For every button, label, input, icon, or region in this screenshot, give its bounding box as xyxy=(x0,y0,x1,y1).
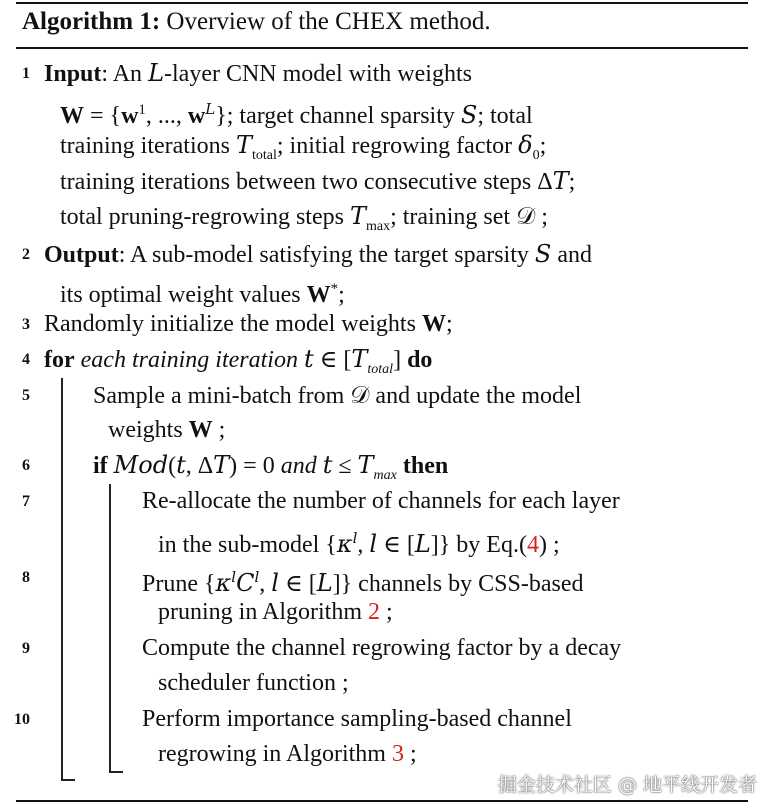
if-block-end xyxy=(109,771,123,773)
line-input-ttotal: training iterations $T_{total}$; initial regrowing factor $\delta_0$; xyxy=(60,131,547,163)
for-keyword: for xyxy=(44,347,75,373)
output-keyword: Output xyxy=(44,242,119,268)
line-output-weights: its optimal weight values W*; xyxy=(60,281,345,308)
top-rule xyxy=(16,2,748,4)
line-sample-weights: weights W ; xyxy=(108,417,226,443)
line-input-deltat: training iterations between two consecutive steps ΔT; xyxy=(60,167,576,195)
do-keyword: do xyxy=(407,347,433,373)
line-number-7: 7 xyxy=(22,493,30,510)
line-input: Input: An L-layer CNN model with weights xyxy=(44,59,472,87)
line-init: Randomly initialize the model weights W; xyxy=(44,311,453,337)
line-reallocate: Re-allocate the number of channels for each layer xyxy=(142,488,620,514)
line-input-tmax: total pruning-regrowing steps $T_{max}$; training set 𝒟 ; xyxy=(60,202,548,234)
line-regrow-cont: regrowing in Algorithm 3 ; xyxy=(158,741,417,767)
line-output: Output: A sub-model satisfying the target sparsity S and xyxy=(44,240,592,268)
equation-ref-4[interactable]: 4 xyxy=(526,532,539,558)
line-number-10: 10 xyxy=(14,711,30,728)
line-for: for each training iteration t ∈ $[T_{total}]$ do xyxy=(44,345,433,377)
line-number-8: 8 xyxy=(22,569,30,586)
line-number-1: 1 xyxy=(22,65,30,82)
algorithm-ref-2[interactable]: 2 xyxy=(368,599,380,625)
line-compute: Compute the channel regrowing factor by a decay xyxy=(142,635,622,661)
line-number-5: 5 xyxy=(22,387,30,404)
algorithm-caption: Overview of the CHEX method. xyxy=(166,8,491,35)
line-number-4: 4 xyxy=(22,351,30,368)
if-block-bar xyxy=(109,484,111,772)
input-keyword: Input xyxy=(44,61,102,87)
line-prune-cont: pruning in Algorithm 2 ; xyxy=(158,599,393,625)
line-number-9: 9 xyxy=(22,640,30,657)
for-block-end xyxy=(61,779,75,781)
watermark: 掘金技术社区 @ 地平线开发者 xyxy=(497,774,757,796)
line-prune: Prune {$\kappa^lC^l$, l ∈ [L]} channels by CSS-based xyxy=(142,568,584,597)
line-number-3: 3 xyxy=(22,316,30,333)
title-rule xyxy=(16,47,748,49)
for-block-bar xyxy=(61,378,63,780)
line-sample: Sample a mini-batch from 𝒟 and update the model xyxy=(93,381,582,409)
line-if: if Mod(t, ΔT) = 0 and $t \le T_{max}$ then xyxy=(93,451,449,483)
algorithm-title xyxy=(22,8,491,36)
line-input-weights: $W = \{w^1$, ..., $w^L$}; target channel sparsity S; total xyxy=(60,100,533,129)
line-compute-cont: scheduler function ; xyxy=(158,670,349,696)
line-number-2: 2 xyxy=(22,246,30,263)
algorithm-label: Algorithm 1: xyxy=(22,8,161,35)
bottom-rule xyxy=(16,800,748,802)
algorithm-ref-3[interactable]: 3 xyxy=(391,741,404,767)
then-keyword: then xyxy=(402,453,449,479)
line-reallocate-cont: in the sub-model {$\kappa^l$, l ∈ [L]} by Eq.(4) ; xyxy=(158,529,560,558)
line-number-6: 6 xyxy=(22,457,30,474)
if-keyword: if xyxy=(93,453,108,479)
line-regrow: Perform importance sampling-based channel xyxy=(142,706,572,732)
